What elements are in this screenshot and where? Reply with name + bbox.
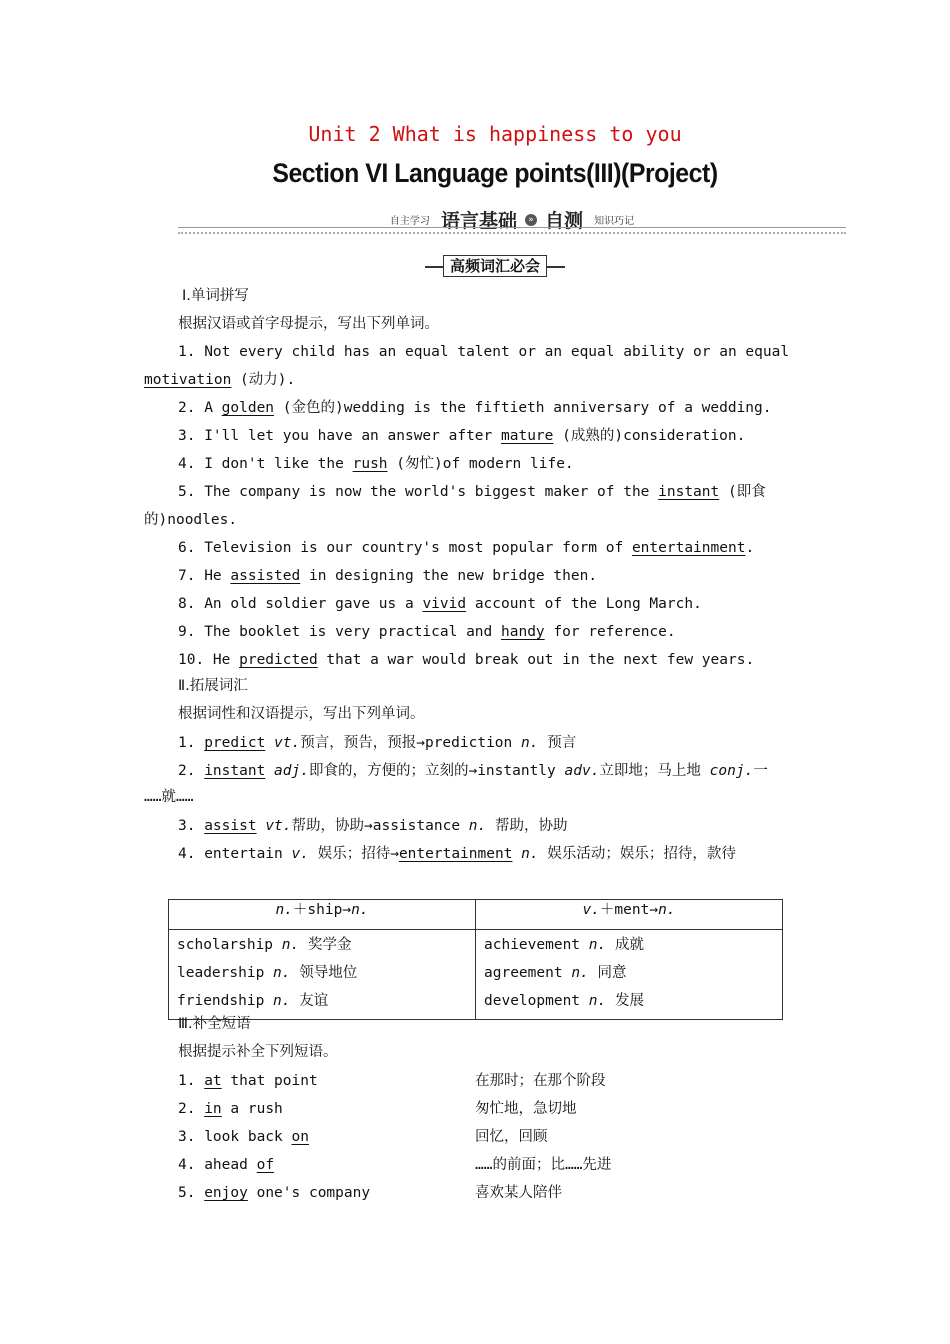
part3-item-4: 4. ahead of [178,1157,275,1173]
part3-item-5-meaning: 喜欢某人陪伴 [475,1185,562,1201]
answer: enjoy [204,1185,248,1201]
banner-divider [178,227,846,234]
answer: assist [204,818,257,834]
list-item: scholarship n. 奖学金 [177,937,352,953]
part3-item-3: 3. look back on [178,1129,309,1145]
vocab-heading-label: 高频词汇必会 [443,255,547,277]
part2-item-2-line2: ……就…… [144,789,194,805]
answer: of [256,1157,275,1173]
answer: assisted [230,568,301,584]
heading-left-rule [425,266,443,268]
answer: entertainment [631,540,746,556]
table-row [169,930,783,1020]
section-banner [178,206,846,234]
banner-main-2: 自测 [545,210,584,232]
part1-item-9: 9. The booklet is very practical and handy for reference. [178,624,676,640]
answer: handy [501,624,545,640]
answer: vivid [422,596,467,612]
answer: predict [204,735,266,751]
list-item: friendship n. 友谊 [177,993,329,1009]
banner-main-1: 语言基础 [440,210,517,232]
part1-instruction: 根据汉语或首字母提示，写出下列单词。 [178,316,439,332]
list-item: achievement n. 成就 [484,937,644,953]
page-title: Unit 2 What is happiness to you [308,122,682,146]
answer: rush [352,456,388,472]
vocab-heading [0,255,950,277]
part2-item-4: 4. entertain v. 娱乐；招待→entertainment n. 娱乐活动；娱乐；招待，款待 [178,846,736,862]
part1-item-7: 7. He assisted in designing the new bridge then. [178,568,598,584]
part1-item-5-line1: 5. The company is now the world's biggest maker of the instant (即食 [178,484,766,500]
double-arrow-icon: » [525,214,537,226]
part3-heading: Ⅲ.补全短语 [178,1016,251,1032]
part3-item-1-meaning: 在那时；在那个阶段 [475,1073,606,1089]
answer: mature [501,428,554,444]
answer: on [291,1129,309,1145]
part2-item-1: 1. predict vt.预言，预告，预报→prediction n. 预言 [178,735,577,751]
answer: predicted [239,652,318,668]
table-cell-ship-words [169,930,476,1020]
part3-item-1: 1. at that point [178,1073,318,1089]
part3-item-2: 2. in a rush [178,1101,283,1117]
answer: at [204,1073,222,1089]
part1-item-1-line2: motivation (动力). [144,372,296,388]
banner-left-label: 自主学习 [389,216,430,227]
answer: entertainment [398,846,513,862]
part2-instruction: 根据词性和汉语提示，写出下列单词。 [178,706,425,722]
part3-instruction: 根据提示补全下列短语。 [178,1044,338,1060]
table-header-row [169,900,783,930]
part3-item-2-meaning: 匆忙地，急切地 [475,1101,577,1117]
part1-item-3: 3. I'll let you have an answer after mature (成熟的)consideration. [178,428,746,444]
part1-item-6: 6. Television is our country's most popular form of entertainment. [178,540,755,556]
table-cell-ment-words [476,930,783,1020]
part1-item-2: 2. A golden (金色的)wedding is the fiftieth anniversary of a wedding. [178,400,772,416]
table-header-ship: n.＋ship→n. [169,900,476,930]
word-formation-table [168,899,783,1020]
section-subtitle: Section VI Language points(III)(Project) [272,158,718,188]
part1-item-10: 10. He predicted that a war would break out in the next few years. [178,652,755,668]
answer: golden [221,400,275,416]
answer: motivation [144,372,232,388]
part1-item-5-line2: 的)noodles. [144,512,238,528]
part1-item-8: 8. An old soldier gave us a vivid account of the Long March. [178,596,702,612]
part1-heading: Ⅰ.单词拼写 [182,288,249,304]
part3-item-3-meaning: 回忆，回顾 [475,1129,548,1145]
table-header-ment: v.＋ment→n. [476,900,783,930]
heading-right-rule [547,266,565,268]
part3-item-4-meaning: ……的前面；比……先进 [475,1157,612,1173]
list-item: leadership n. 领导地位 [177,965,358,981]
answer: instant [658,484,720,500]
part2-item-3: 3. assist vt.帮助，协助→assistance n. 帮助，协助 [178,818,568,834]
part1-item-1-line1: 1. Not every child has an equal talent or an equal ability or an equal [178,344,790,360]
part3-item-5: 5. enjoy one's company [178,1185,371,1201]
banner-right-label: 知识巧记 [594,216,635,227]
answer: instant [204,763,266,779]
part2-heading: Ⅱ.拓展词汇 [178,678,248,694]
list-item: development n. 发展 [484,993,644,1009]
part2-item-2-line1: 2. instant adj.即食的，方便的；立刻的→instantly adv.立即地；马上地 conj.一 [178,763,768,779]
answer: in [204,1101,222,1117]
part1-item-4: 4. I don't like the rush (匆忙)of modern life. [178,456,574,472]
list-item: agreement n. 同意 [484,965,627,981]
